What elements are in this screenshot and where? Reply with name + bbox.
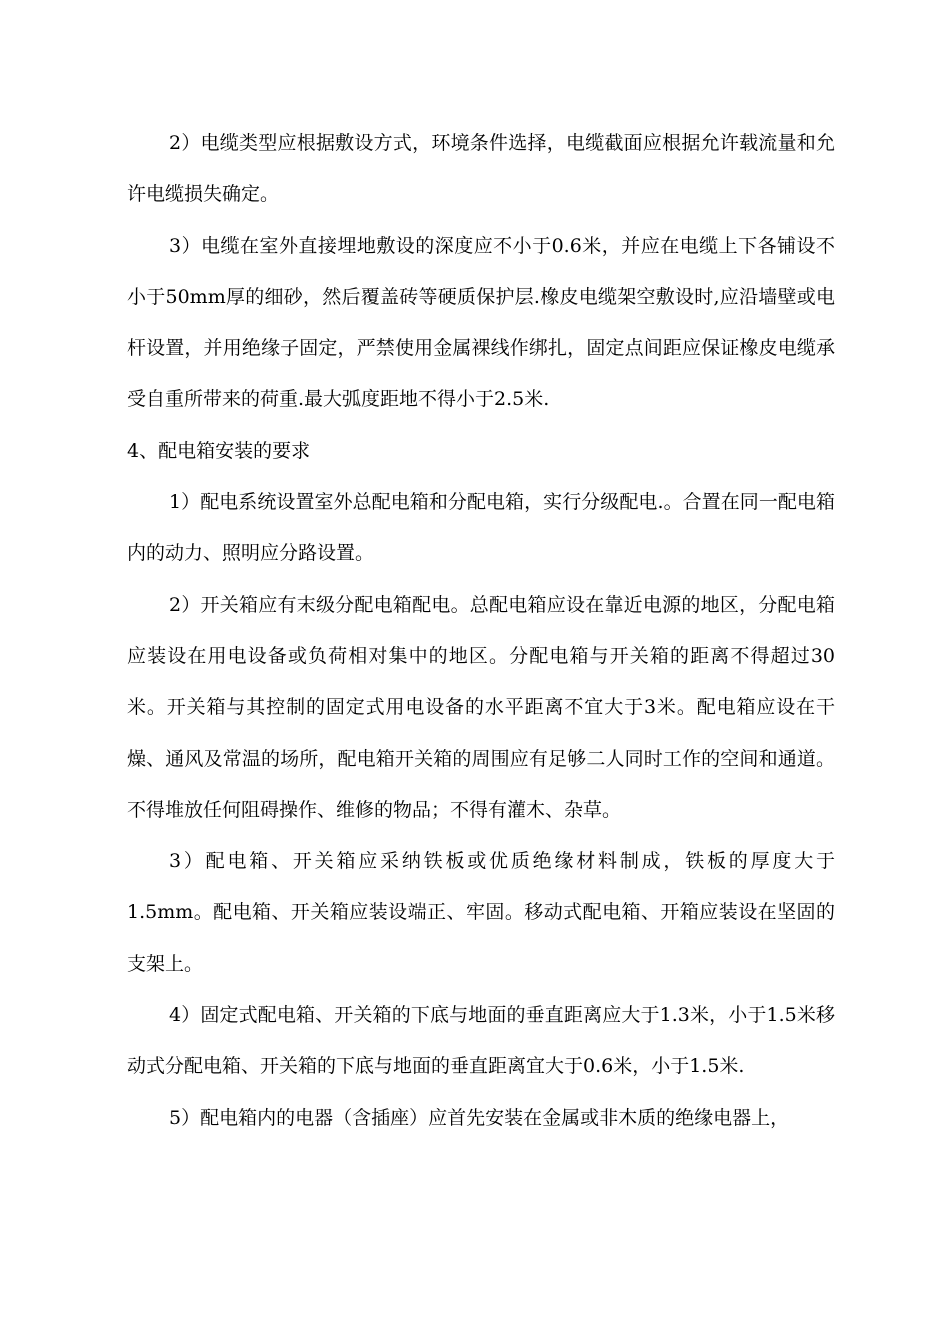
paragraph-box-electrical: 5）配电箱内的电器（含插座）应首先安装在金属或非木质的绝缘电器上， — [169, 1106, 790, 1129]
paragraph-box-height: 4）固定式配电箱、开关箱的下底与地面的垂直距离应大于1.3米，小于1.5米移动式分配电箱、开关箱的下底与地面的垂直距离宜大于0.6米，小于1.5米. — [127, 1004, 835, 1078]
section-heading-distribution-box: 4、配电箱安装的要求 — [127, 439, 311, 462]
paragraph-distribution-system: 1）配电系统设置室外总配电箱和分配电箱，实行分级配电.。合置在同一配电箱内的动力、照明应分路设置。 — [127, 491, 835, 565]
paragraph-cable-burial: 3）电缆在室外直接埋地敷设的深度应不小于0.6米，并应在电缆上下各铺设不小于50mm厚的细砂，然后覆盖砖等硬质保护层.橡皮电缆架空敷设时,应沿墙壁或电杆设置，并用绝缘子固定，严禁使用金属裸线作绑扎，固定点间距应保证橡皮电缆承受自重所带来的荷重.最大弧度距地不得小于2.5米. — [127, 234, 835, 411]
document-body — [127, 118, 835, 1144]
paragraph-cable-type: 2）电缆类型应根据敷设方式，环境条件选择，电缆截面应根据允许载流量和允许电缆损失确定。 — [127, 132, 835, 206]
paragraph-box-material: 3）配电箱、开关箱应采纳铁板或优质绝缘材料制成，铁板的厚度大于1.5mm。配电箱、开关箱应装设端正、牢固。移动式配电箱、开箱应装设在坚固的支架上。 — [127, 850, 835, 975]
paragraph-switch-box: 2）开关箱应有末级分配电箱配电。总配电箱应设在靠近电源的地区，分配电箱应装设在用电设备或负荷相对集中的地区。分配电箱与开关箱的距离不得超过30米。开关箱与其控制的固定式用电设备的水平距离不宜大于3米。配电箱应设在干燥、通风及常温的场所，配电箱开关箱的周围应有足够二人同时工作的空间和通道。不得堆放任何阻碍操作、维修的物品；不得有灌木、杂草。 — [127, 593, 835, 821]
